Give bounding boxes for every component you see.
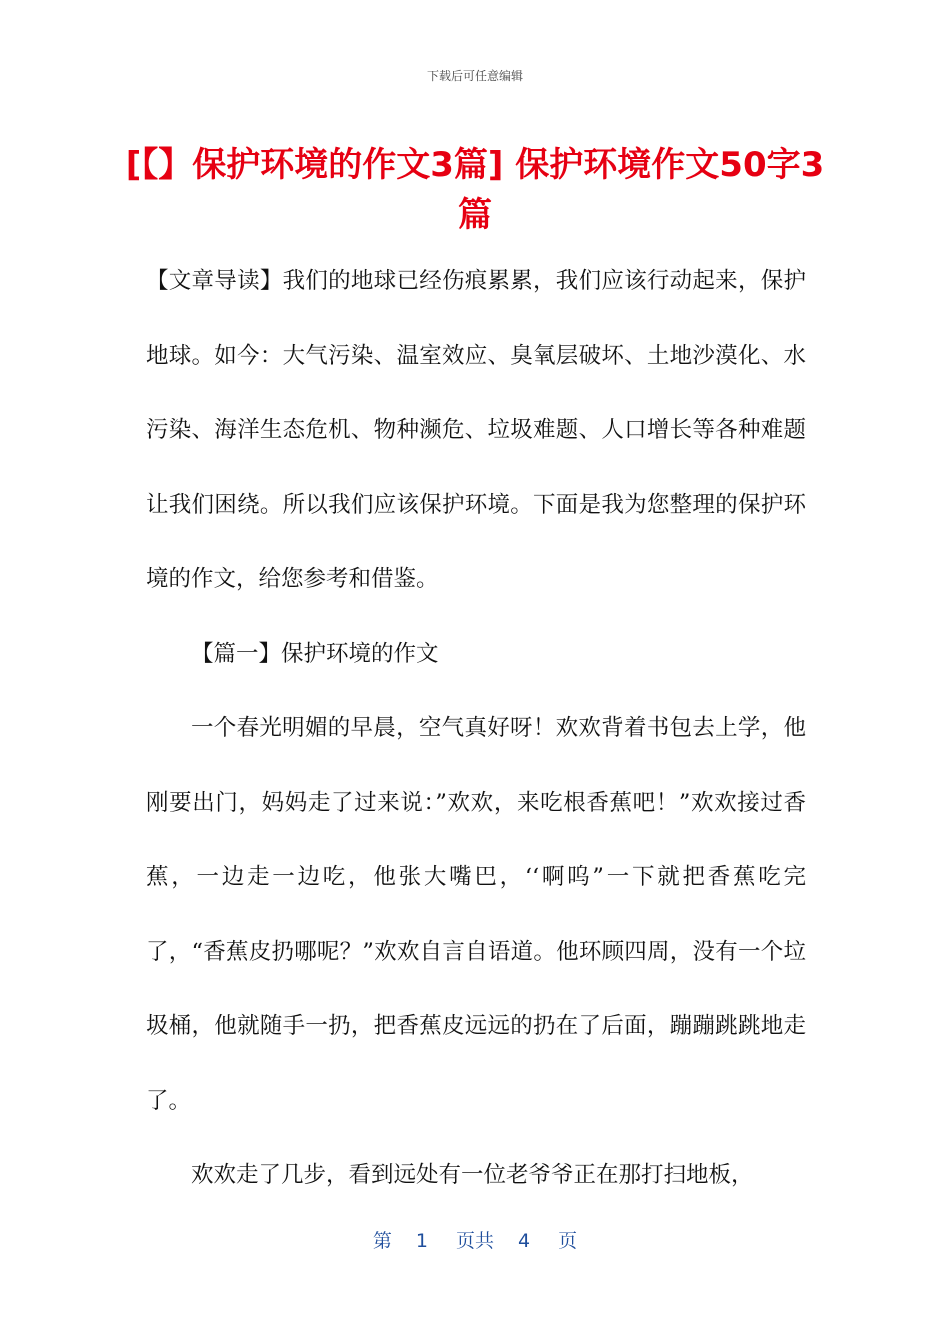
- footer-label-mid: 页共: [455, 1230, 494, 1252]
- section-heading: 【篇一】保护环境的作文: [191, 640, 439, 667]
- footer-page-number: 1: [415, 1230, 428, 1252]
- body-paragraph: 一个春光明媚的早晨，空气真好呀！欢欢背着书包去上学，他刚要出门，妈妈走了过来说：”欢欢，来吃根香蕉吧！”欢欢接过香蕉，一边走一边吃，他张大嘴巴，‘‘啊呜”一下就把香蕉吃完了，“香蕉皮扔哪呢？”欢欢自言自语道。他环顾四周，没有一个垃圾桶，他就随手一扔，把香蕉皮远远的扔在了后面，蹦蹦跳跳地走了。: [146, 715, 806, 1114]
- page-footer: [0, 1226, 950, 1253]
- document-title: [【】保护环境的作文3篇] 保护环境作文50字3篇: [125, 145, 825, 235]
- footer-label-suffix: 页: [558, 1230, 578, 1252]
- body-paragraph: 欢欢走了几步，看到远处有一位老爷爷正在那打扫地板，: [191, 1162, 754, 1188]
- intro-paragraph: 【文章导读】我们的地球已经伤痕累累，我们应该行动起来，保护地球。如今：大气污染、温室效应、臭氧层破坏、土地沙漠化、水污染、海洋生态危机、物种濒危、垃圾难题、人口增长等各种难题让我们困绕。所以我们应该保护环境。下面是我为您整理的保护环境的作文，给您参考和借鉴。: [146, 268, 806, 592]
- header-note: 下载后可任意编辑: [426, 69, 523, 83]
- footer-label-prefix: 第: [372, 1230, 392, 1252]
- footer-total-pages: 4: [518, 1230, 531, 1252]
- document-body: [146, 244, 806, 1213]
